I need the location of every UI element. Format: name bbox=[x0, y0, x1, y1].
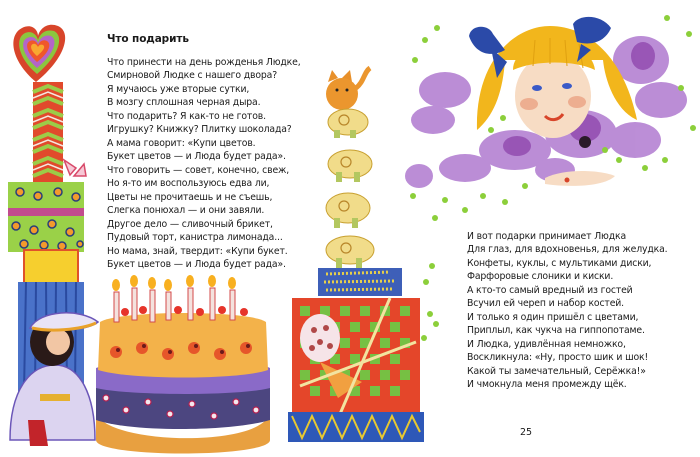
poem-line: И Людка, удивлённая немножко, bbox=[467, 339, 626, 350]
poem-line: Игрушку? Книжку? Плитку шоколада? bbox=[107, 124, 292, 136]
poem-line: Букет цветов — и Люда будет рада». bbox=[107, 258, 286, 270]
poem-line: Фарфоровые слоники и киски. bbox=[467, 270, 614, 282]
poem-line: И чмокнула меня промежду щёк. bbox=[467, 378, 627, 390]
page-number: 25 bbox=[520, 427, 533, 438]
striped-column-icon bbox=[33, 82, 63, 184]
poem-line: Для глаз, для вдохновенья, для желудка. bbox=[467, 244, 668, 256]
poem-line: А кто-то самый вредный из гостей bbox=[467, 285, 633, 296]
face-icon bbox=[515, 54, 591, 138]
poem-line: А мама говорит: «Купи цветов. bbox=[107, 137, 256, 149]
stanza-2 bbox=[107, 110, 292, 163]
poem-line: Конфеты, куклы, с мультиками диски, bbox=[467, 257, 652, 269]
poem-line: Букет цветов — и Люда будет рада». bbox=[107, 150, 286, 162]
poem-line: Приплыл, как чукча на гиппопотаме. bbox=[467, 324, 645, 336]
birthday-cake-icon bbox=[96, 313, 270, 454]
poem-line: Я мучаюсь уже вторые сутки, bbox=[107, 83, 250, 95]
poem-line: Воскликнула: «Ну, просто шик и шок! bbox=[467, 352, 649, 364]
stanza-4 bbox=[107, 218, 288, 271]
pink-bow-icon bbox=[64, 160, 86, 176]
poem-line: Что принести на день рожденья Людке, bbox=[107, 57, 301, 68]
poem-line: Но я-то им воспользуюсь едва ли, bbox=[107, 178, 270, 190]
blue-gift-lid-icon bbox=[318, 268, 402, 296]
green-gift-box-icon bbox=[8, 182, 84, 252]
stanza-3 bbox=[107, 164, 289, 217]
girl-with-flowers-illustration bbox=[405, 0, 700, 230]
poem-line: Смирновой Людке с нашего двора? bbox=[107, 70, 277, 82]
poem-line: И вот подарки принимает Людка bbox=[467, 231, 627, 242]
heart-cookie-icon bbox=[13, 25, 65, 82]
gift-tower-illustration bbox=[0, 0, 110, 290]
poem-line: Какой ты замечательный, Серёжка!» bbox=[467, 365, 646, 377]
poem-line: Всучил ей череп и набор костей. bbox=[467, 298, 624, 310]
poem-line: Что говорить — совет, конечно, свеж, bbox=[107, 165, 290, 176]
poem-line: Цветы не прочитаешь и не съешь, bbox=[107, 191, 273, 203]
poem-line: И только я один пришёл с цветами, bbox=[467, 311, 639, 323]
cat-icon bbox=[326, 68, 370, 110]
stanza-7 bbox=[467, 338, 648, 391]
stanza-5 bbox=[467, 230, 667, 283]
doll-and-cake-illustration bbox=[0, 270, 290, 457]
poem-line: Что подарить? Я как-то не готов. bbox=[107, 111, 266, 122]
checkered-gift-box-icon bbox=[288, 298, 424, 442]
poem-line: Другое дело — сливочный брикет, bbox=[107, 219, 273, 230]
poem-line: Пудовый торт, канистра лимонада... bbox=[107, 232, 283, 244]
poem-line: Слегка понюхал — и они завяли. bbox=[107, 204, 265, 216]
green-dots-icon bbox=[421, 263, 439, 341]
elephants-icon bbox=[326, 109, 374, 268]
poem-title: Что подарить bbox=[107, 33, 189, 45]
stanza-1 bbox=[107, 56, 301, 109]
stanza-6 bbox=[467, 284, 645, 337]
poem-line: В мозгу сплошная черная дыра. bbox=[107, 96, 261, 108]
poem-line: Но мама, знай, твердит: «Купи букет. bbox=[107, 245, 288, 257]
